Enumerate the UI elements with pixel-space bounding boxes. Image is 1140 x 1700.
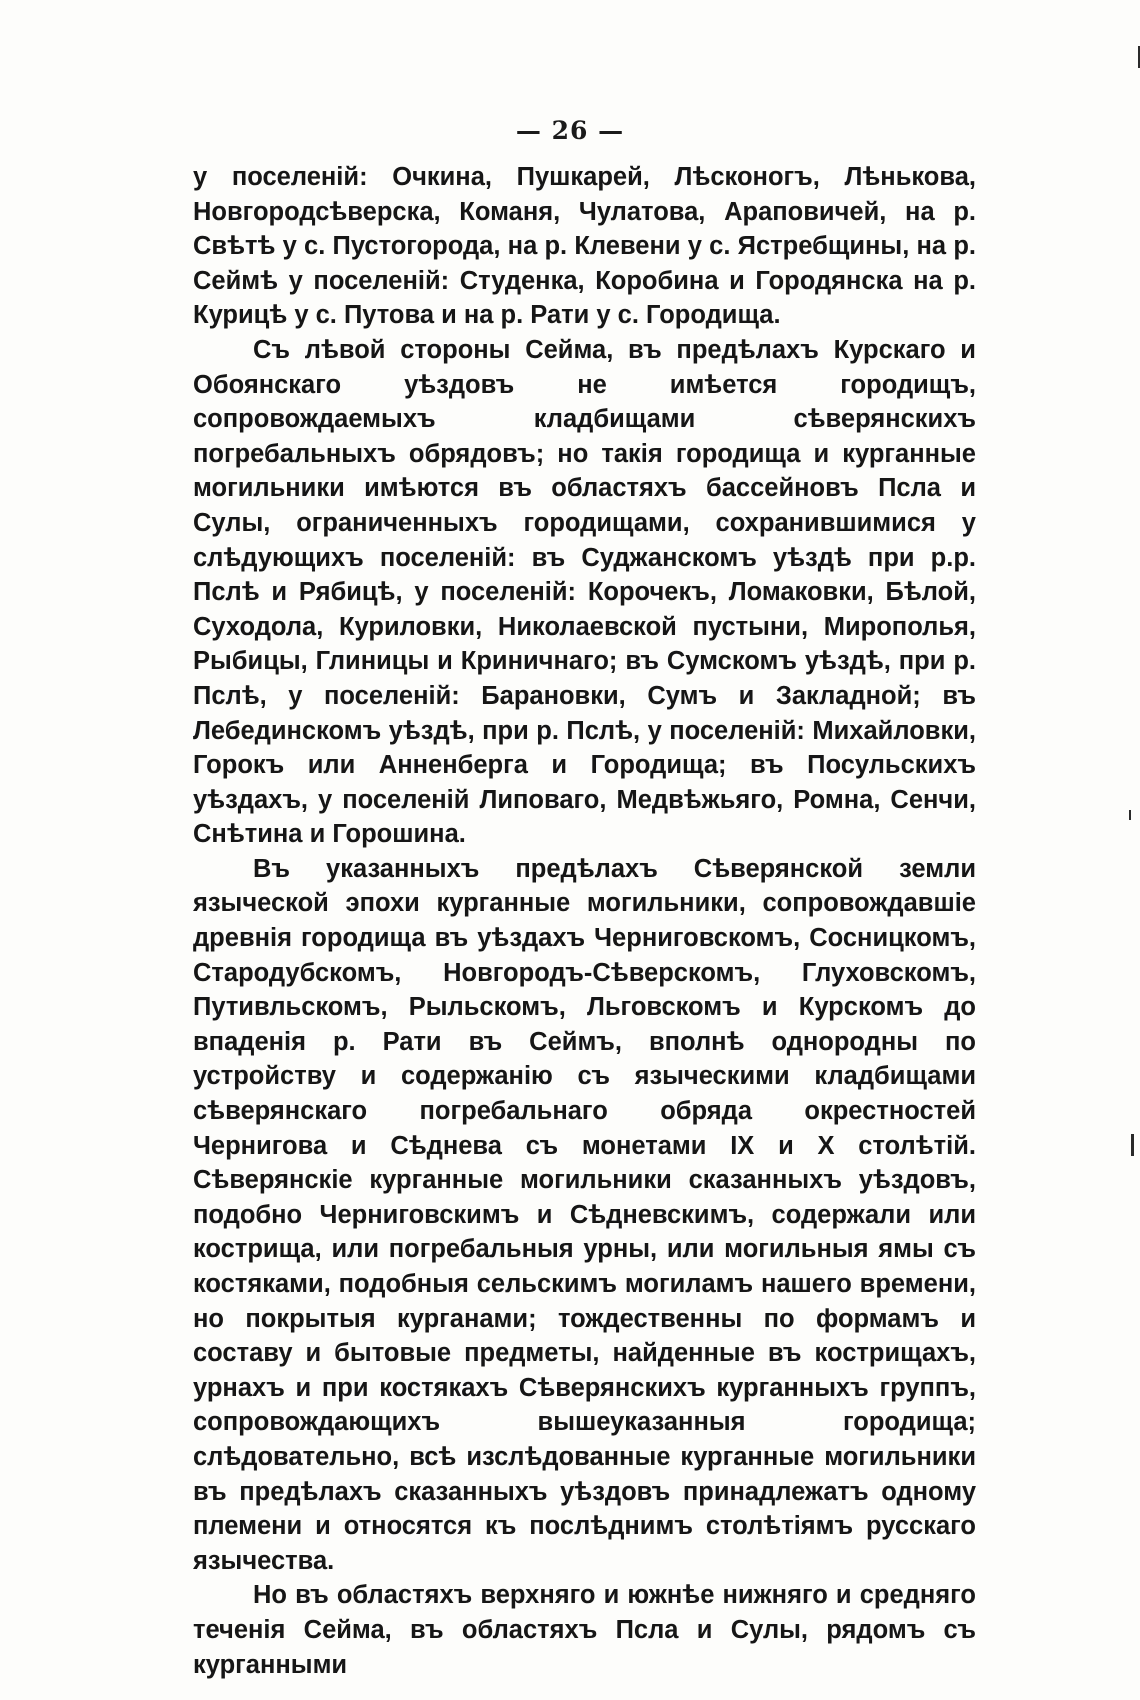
margin-mark-lower: [1131, 1134, 1134, 1156]
margin-mark-middle: [1129, 810, 1131, 820]
paragraph-2-left-bank-sites: Съ лѣвой стороны Сейма, въ предѣлахъ Курскаго и Обоянскаго уѣздовъ не имѣется городищъ, сопровождаемыхъ кладбищами сѣверянскихъ погребальныхъ обрядовъ; но такія городища и курганные могильники имѣются въ областяхъ бассейновъ Псла и Сулы, ограниченныхъ городищами, сохранившимися у слѣдующихъ поселеній: въ Суджанскомъ уѣздѣ при р.р. Пслѣ и Рябицѣ, у поселеній: Корочекъ, Ломаковки, Бѣлой, Суходола, Куриловки, Николаевской пустыни, Мирополья, Рыбицы, Глиницы и Криничнаго; въ Сумскомъ уѣздѣ, при р. Пслѣ, у поселеній: Барановки, Сумъ и Закладной; въ Лебединскомъ уѣздѣ, при р. Пслѣ, у поселеній: Михайловки, Горокъ или Анненберга и Городища; въ Посульскихъ уѣздахъ, у поселеній Липоваго, Медвѣжьяго, Ромна, Сенчи, Снѣтина и Горошина.: [193, 335, 976, 849]
page-number: — 26 —: [515, 116, 625, 145]
paragraph-1-continuation: у поселеній: Очкина, Пушкарей, Лѣсконогъ, Лѣнькова, Новгородсѣверска, Команя, Чулатова, Араповичей, на р. Свѣтѣ у с. Пустогорода, на р. Клевени у с. Ястребщины, на р. Сеймѣ у поселеній: Студенка, Коробина и Городянска на р. Курицѣ у с. Путова и на р. Рати у с. Городища.: [193, 163, 976, 330]
paragraph-3-severian-burials: Въ указанныхъ предѣлахъ Сѣверянской земли языческой эпохи курганные могильники, сопровождавшіе древнія городища въ уѣздахъ Черниговскомъ, Сосницкомъ, Стародубскомъ, Новгородъ-Сѣверскомъ, Глуховскомъ, Путивльскомъ, Рыльскомъ, Льговскомъ и Курскомъ до впаденія р. Рати въ Сеймъ, вполнѣ однородны по устройству и содержанію съ языческими кладбищами сѣверянскаго погребальнаго обряда окрестностей Чернигова и Сѣднева съ монетами IX и X столѣтій. Сѣверянскіе курганные могильники сказанныхъ уѣздовъ, подобно Черниговскимъ и Сѣдневскимъ, содержали или кострища, или погребальныя урны, или могильныя ямы съ костяками, подобныя сельскимъ могиламъ нашего времени, но покрытыя курганами; тождественны по формамъ и составу и бытовые предметы, найденные въ кострищахъ, урнахъ и при костякахъ Сѣверянскихъ курганныхъ группъ, сопровождающихъ вышеуказанныя городища; слѣдовательно, всѣ изслѣдованные курганные могильники въ предѣлахъ сказанныхъ уѣздовъ принадлежатъ одному племени и относятся къ послѣднимъ столѣтіямъ русскаго язычества.: [193, 854, 976, 1575]
page-body-text: [193, 160, 976, 1682]
paragraph-4-seim-regions: Но въ областяхъ верхняго и южнѣе нижняго и средняго теченія Сейма, въ областяхъ Псла и Сулы, рядомъ съ курганными: [193, 1581, 976, 1679]
